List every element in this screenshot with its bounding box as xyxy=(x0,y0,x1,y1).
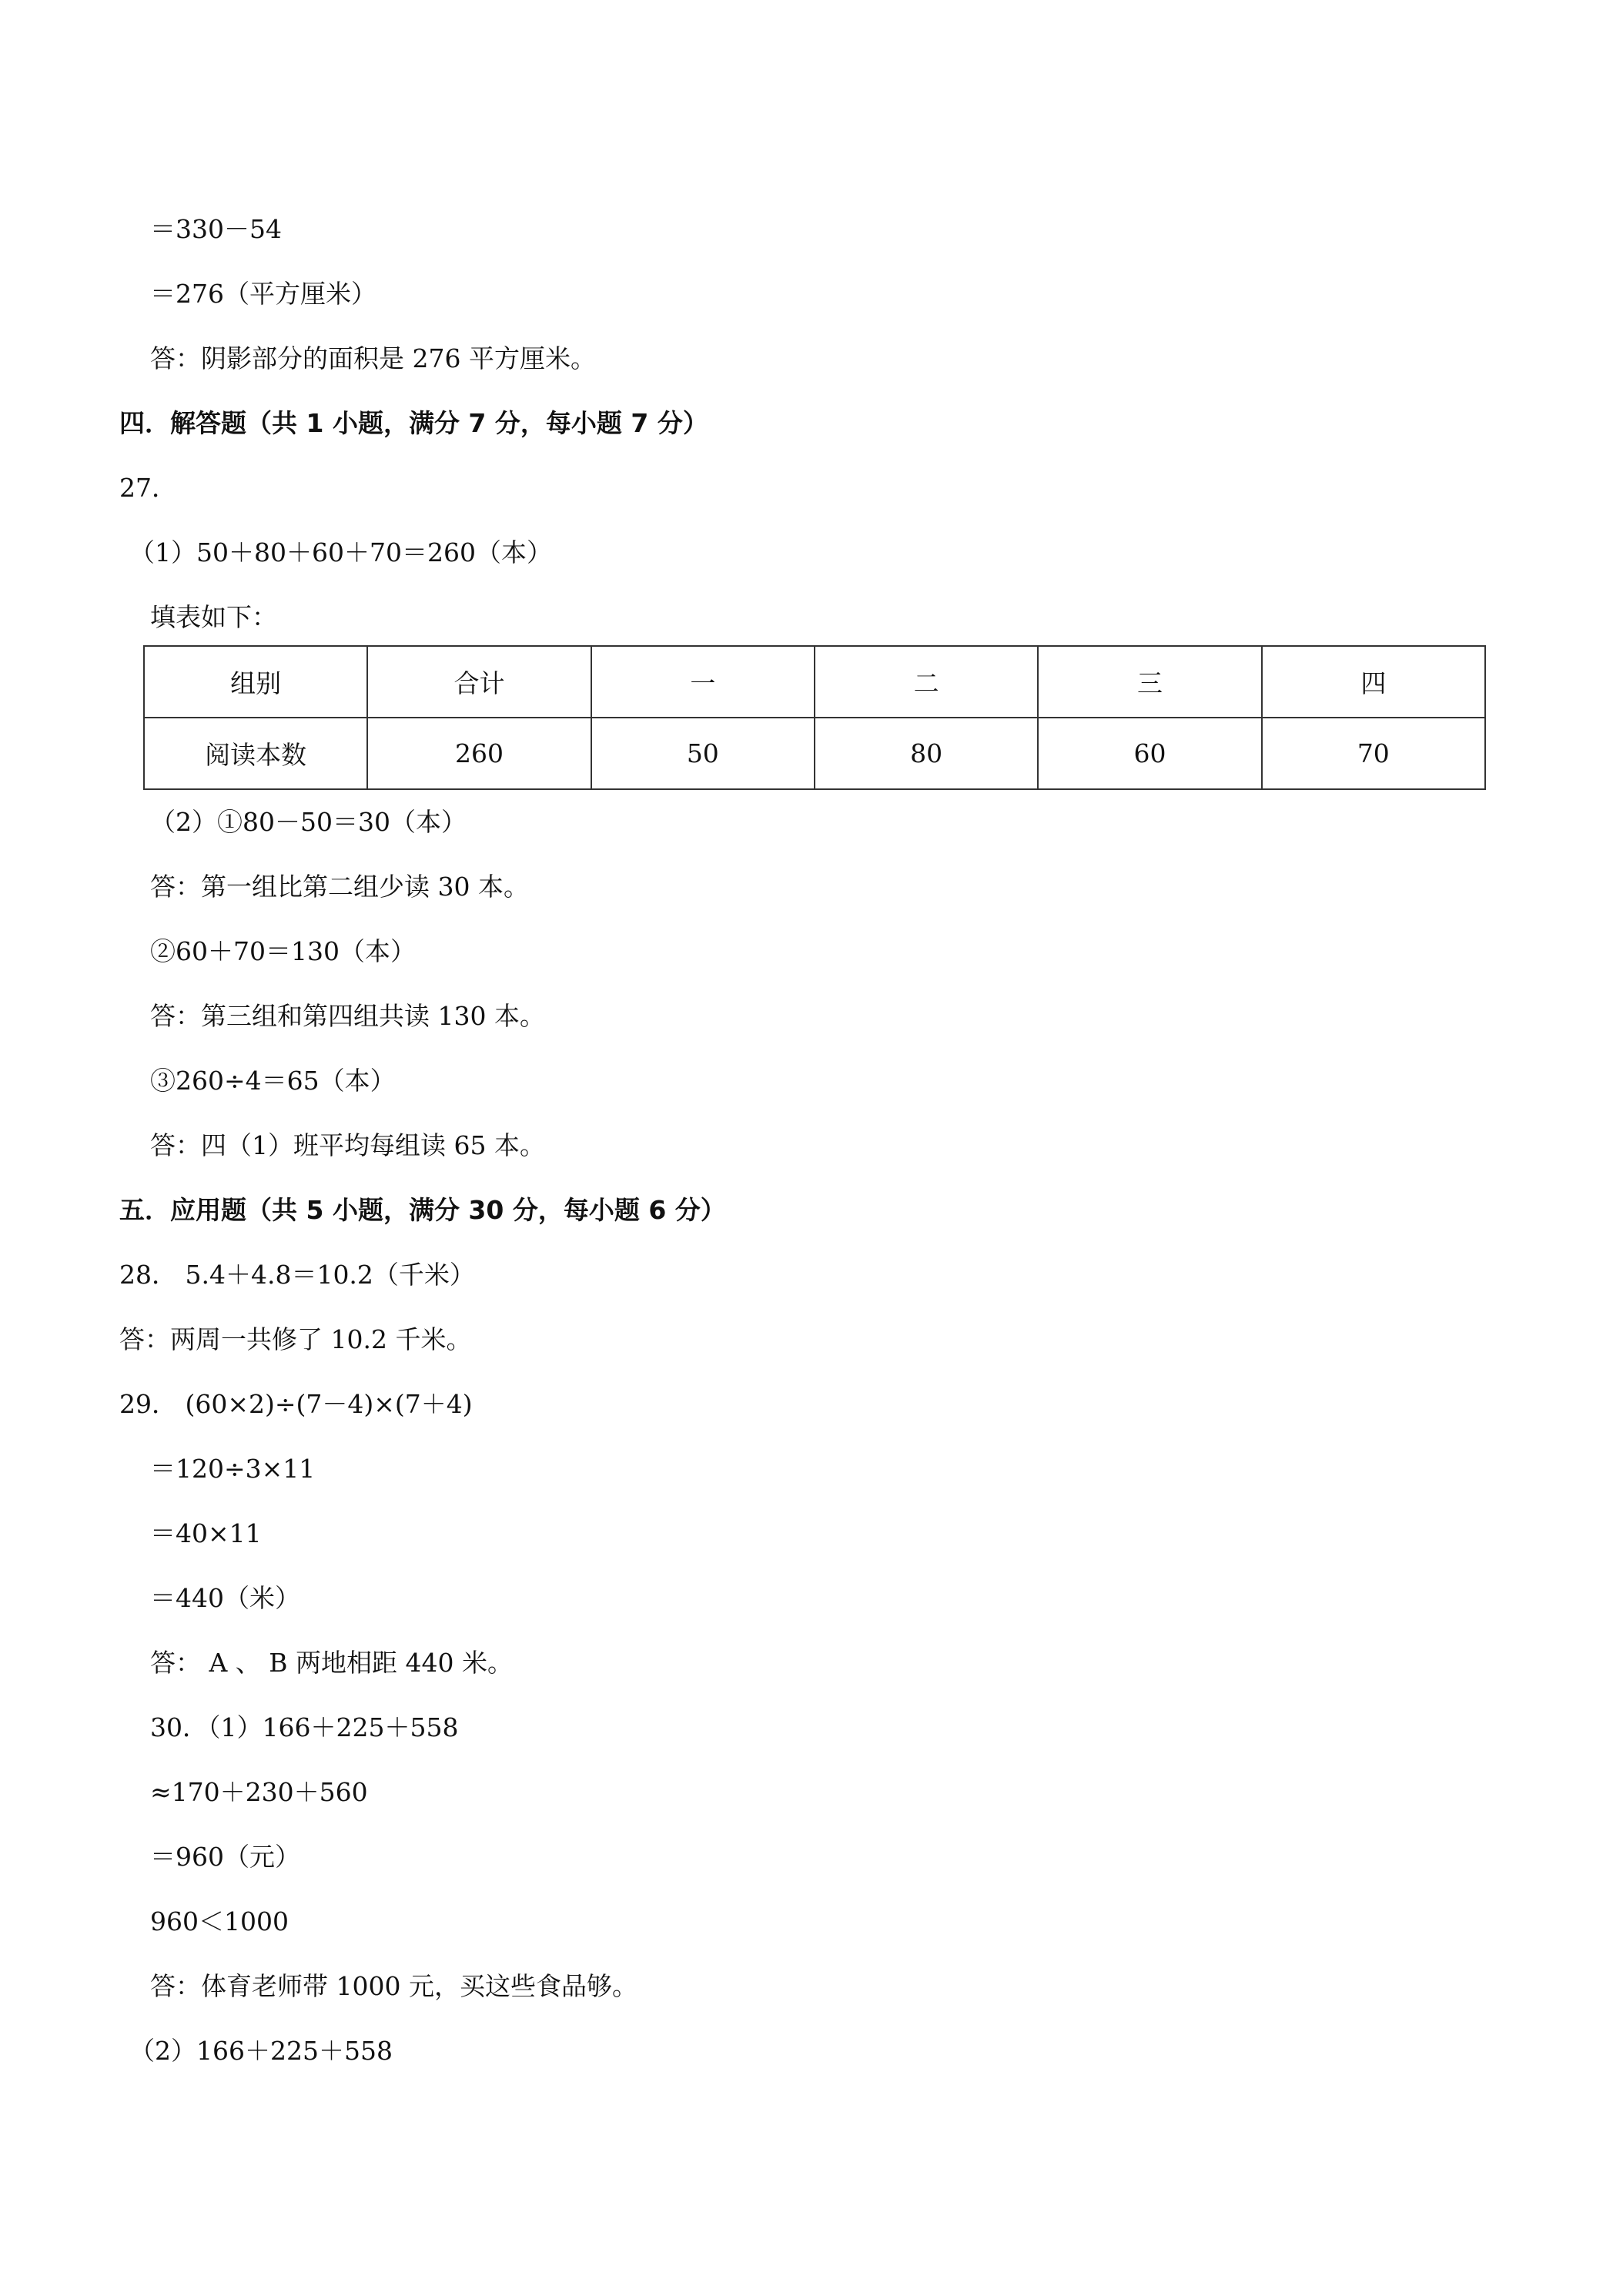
table-cell: 三 xyxy=(1038,646,1261,718)
equation-line: ＝960（元） xyxy=(150,1842,300,1872)
answer-line: 答： A 、 B 两地相距 440 米。 xyxy=(150,1648,514,1678)
table-cell: 合计 xyxy=(367,646,591,718)
equation-line: ＝40×11 xyxy=(150,1518,262,1548)
question-number: 27． xyxy=(119,473,177,503)
table-cell: 80 xyxy=(815,718,1038,789)
table-cell: 组别 xyxy=(144,646,367,718)
equation-line: 30．（1）166＋225＋558 xyxy=(150,1712,459,1742)
answer-line: 答：第一组比第二组少读 30 本。 xyxy=(150,872,529,902)
table-cell: 四 xyxy=(1262,646,1485,718)
table-cell: 60 xyxy=(1038,718,1261,789)
answer-line: 答：体育老师带 1000 元，买这些食品够。 xyxy=(150,1971,637,2001)
equation-line: ＝120÷3×11 xyxy=(150,1454,316,1484)
equation-line: （2）166＋225＋558 xyxy=(129,2036,393,2066)
table-cell: 260 xyxy=(367,718,591,789)
reading-count-table xyxy=(143,645,1486,790)
equation-line: 29． (60×2)÷(7－4)×(7＋4) xyxy=(119,1389,473,1419)
table-cell: 50 xyxy=(591,718,815,789)
equation-line: ＝276（平方厘米） xyxy=(150,279,376,309)
instruction-line: 填表如下： xyxy=(150,602,277,632)
table-row xyxy=(144,718,1485,789)
table-cell: 70 xyxy=(1262,718,1485,789)
table-cell: 二 xyxy=(815,646,1038,718)
table-cell: 一 xyxy=(591,646,815,718)
comparison-line: 960＜1000 xyxy=(150,1906,289,1936)
section-heading-4: 四．解答题（共 1 小题，满分 7 分，每小题 7 分） xyxy=(119,408,708,438)
equation-line: ≈170＋230＋560 xyxy=(150,1777,368,1807)
answer-line: 答：四（1）班平均每组读 65 本。 xyxy=(150,1130,545,1160)
equation-line: ＝440（米） xyxy=(150,1583,300,1613)
answer-line: 答：两周一共修了 10.2 千米。 xyxy=(119,1324,472,1354)
equation-line: ②60＋70＝130（本） xyxy=(150,936,416,966)
answer-line: 答：第三组和第四组共读 130 本。 xyxy=(150,1001,545,1031)
equation-line: 28． 5.4＋4.8＝10.2（千米） xyxy=(119,1260,475,1290)
answer-line: 答：阴影部分的面积是 276 平方厘米。 xyxy=(150,343,596,373)
section-heading-5: 五．应用题（共 5 小题，满分 30 分，每小题 6 分） xyxy=(119,1195,726,1225)
table-cell: 阅读本数 xyxy=(144,718,367,789)
equation-line: （2）①80－50＝30（本） xyxy=(150,807,467,837)
equation-line: （1）50＋80＋60＋70＝260（本） xyxy=(129,537,552,567)
table-header-row xyxy=(144,646,1485,718)
equation-line: ③260÷4＝65（本） xyxy=(150,1066,396,1096)
equation-line: ＝330－54 xyxy=(150,214,282,244)
